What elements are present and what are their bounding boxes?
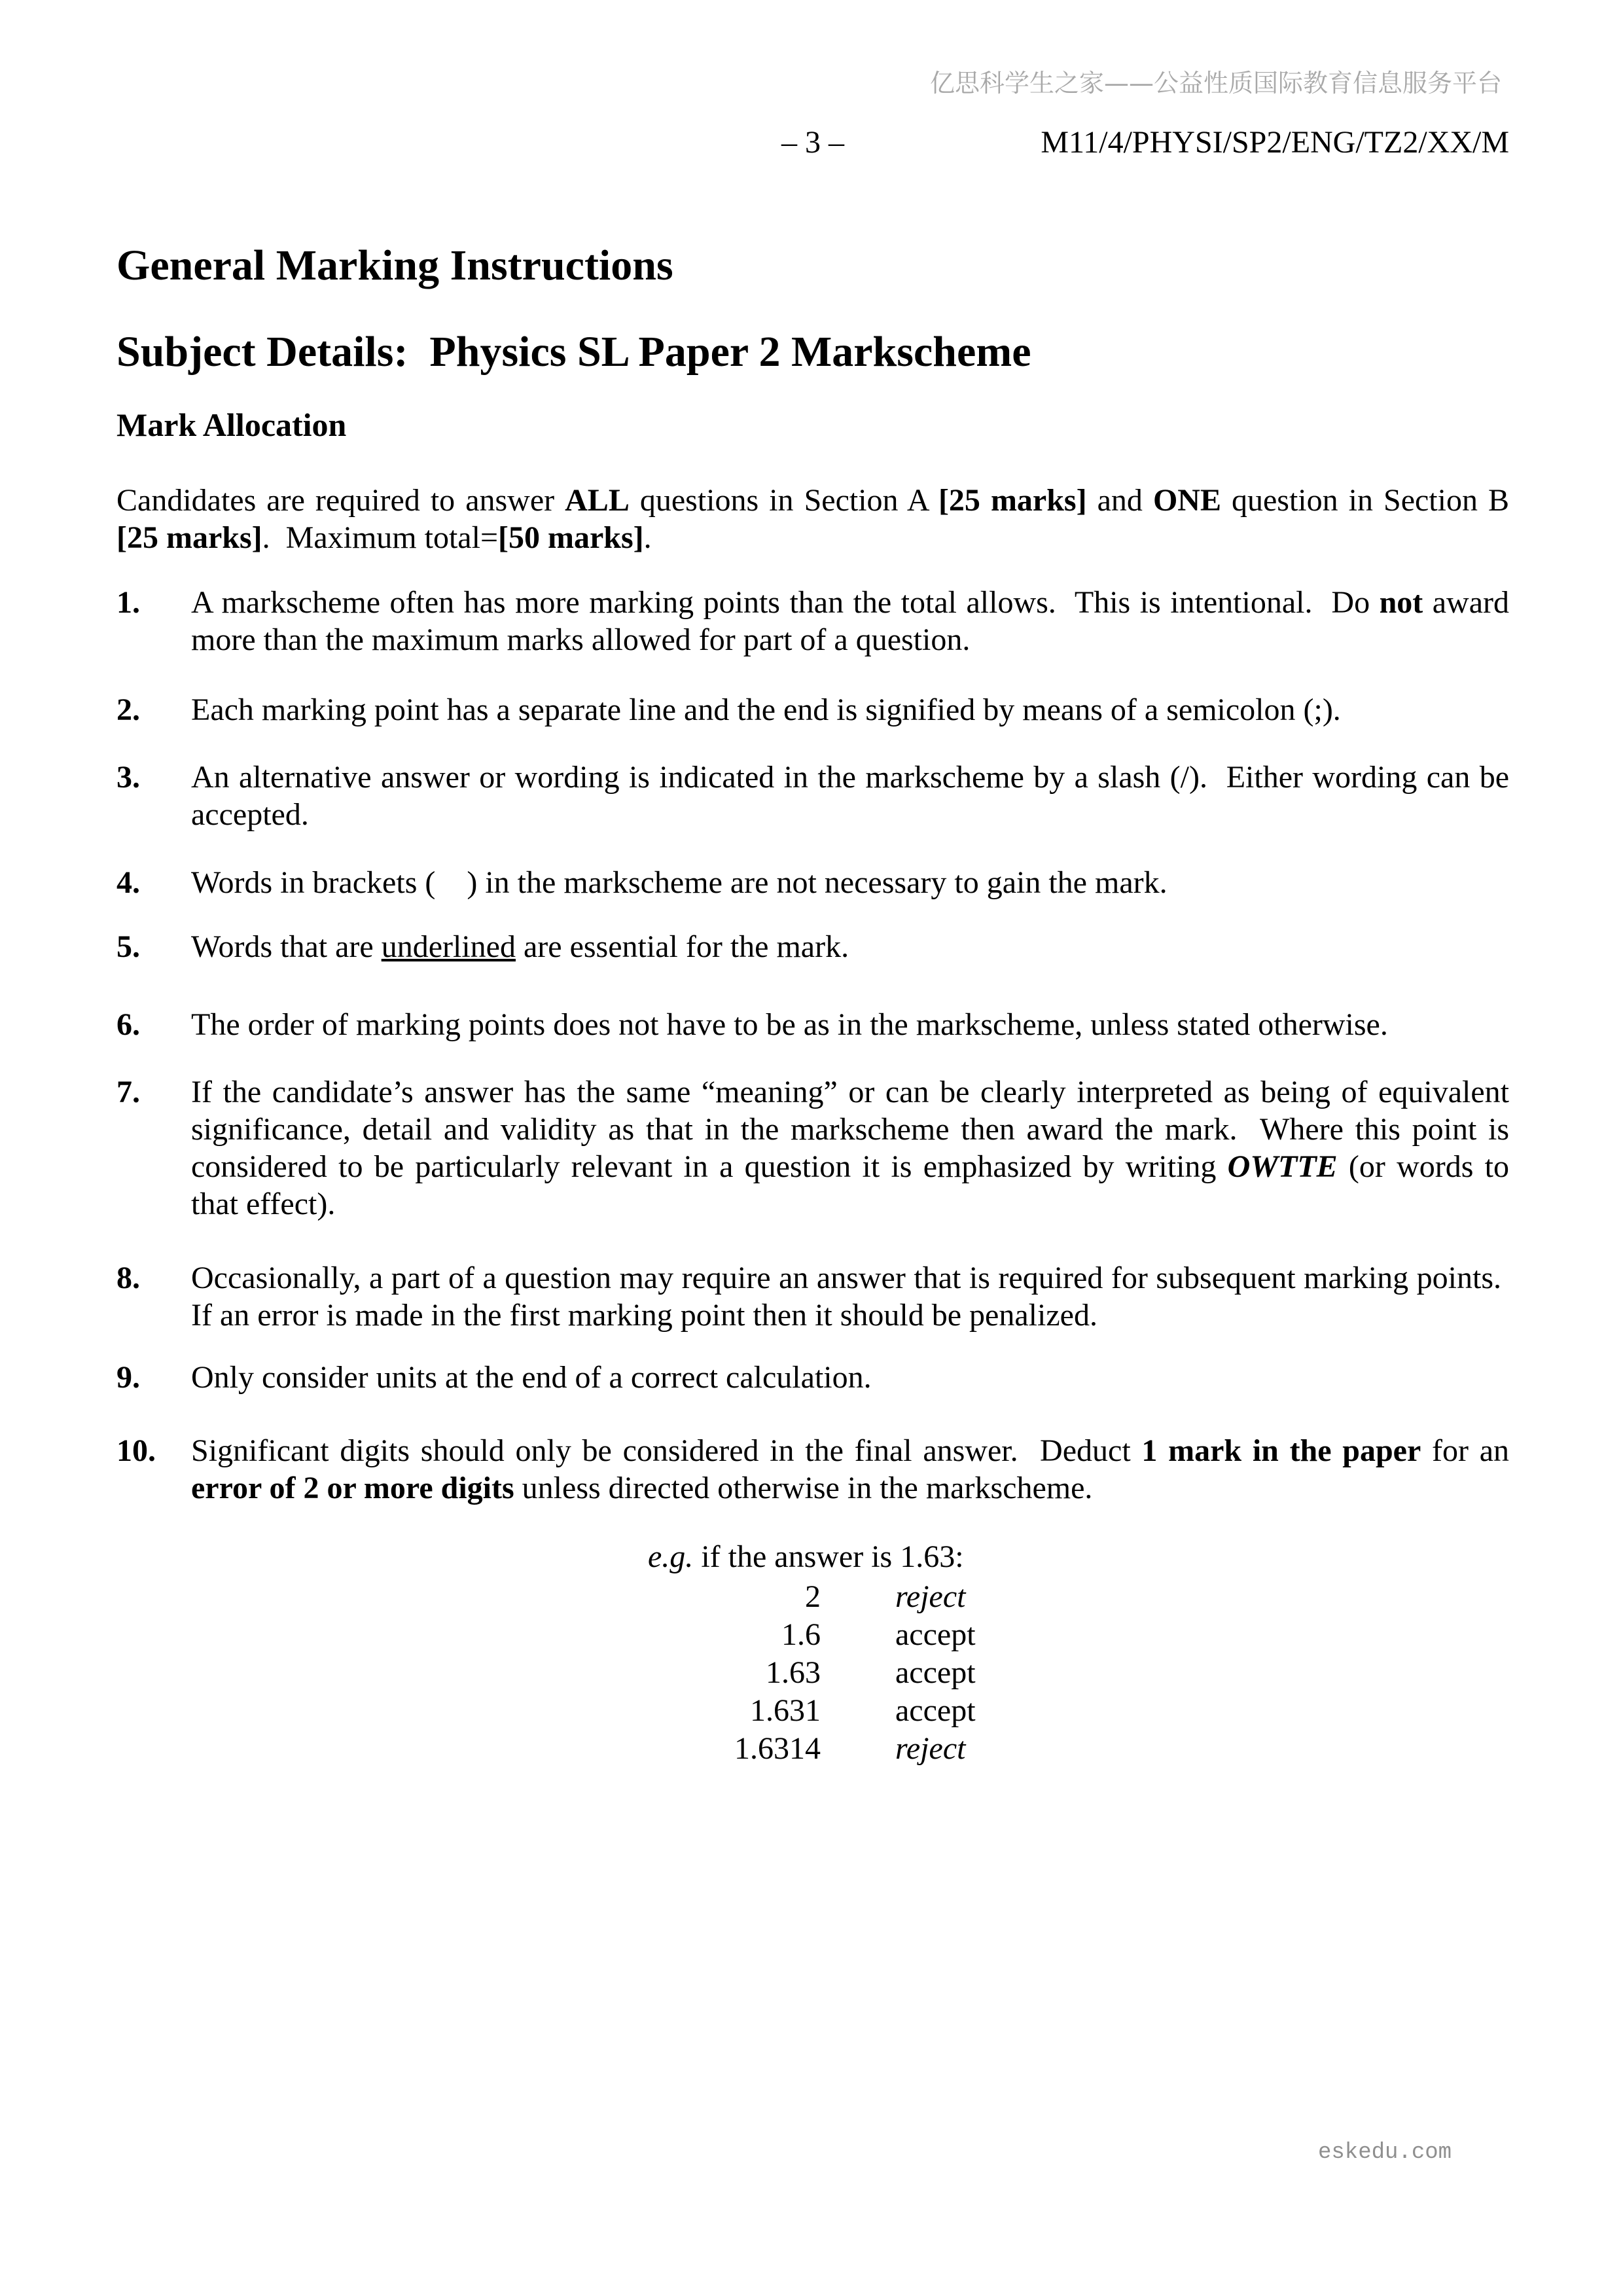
text-segment-bold: [50 marks] (498, 520, 644, 555)
item-number: 10. (116, 1433, 156, 1468)
list-item-1 (116, 584, 1509, 658)
subject-details-heading: Subject Details: Physics SL Paper 2 Markscheme (116, 328, 1031, 376)
example-row (116, 1616, 1509, 1654)
item-number: 9. (116, 1360, 140, 1395)
example-row (116, 1730, 1509, 1768)
item-number: 7. (116, 1075, 140, 1109)
answer-value: 1.6 (781, 1617, 821, 1652)
answer-value: 2 (805, 1579, 821, 1614)
text-segment-bold: [25 marks] (938, 483, 1087, 518)
text-segment: Significant digits should only be considered in the final answer. Deduct (191, 1433, 1142, 1468)
text-segment: Only consider units at the end of a correct calculation. (191, 1360, 872, 1395)
list-item-3 (116, 759, 1509, 833)
text-segment: Words in brackets ( ) in the markscheme are not necessary to gain the mark. (191, 865, 1168, 900)
text-segment-bold: error of 2 or more digits (191, 1471, 514, 1505)
list-item-9 (116, 1359, 1509, 1396)
list-item-5 (116, 928, 1509, 965)
item-number: 2. (116, 692, 140, 727)
watermark-text: 亿思科学生之家——公益性质国际教育信息服务平台 (930, 69, 1503, 98)
text-segment-underlined: underlined (381, 929, 516, 964)
example-row (116, 1692, 1509, 1730)
text-segment-bold-italic: OWTTE (1227, 1149, 1338, 1184)
text-segment-bold: ONE (1152, 483, 1221, 518)
text-segment: (or words to that effect). (191, 1149, 1510, 1221)
verdict-label: accept (895, 1655, 976, 1690)
example-table (116, 1578, 1509, 1768)
eg-label: e.g. (648, 1539, 694, 1574)
text-segment: Occasionally, a part of a question may require an answer that is required for subsequent marking points. If an error is made in the first marking point then it should be penalized. (191, 1261, 1509, 1333)
answer-value: 1.6314 (734, 1731, 821, 1766)
text-segment: for an (1421, 1433, 1509, 1468)
text-segment: Each marking point has a separate line and the end is signified by means of a semicolon (;). (191, 692, 1341, 727)
text-segment: and (1086, 483, 1153, 518)
list-item-8 (116, 1259, 1509, 1334)
list-item-7 (116, 1073, 1509, 1223)
site-watermark: eskedu.com (1318, 2140, 1452, 2165)
item-number: 8. (116, 1261, 140, 1295)
text-segment: The order of marking points does not have to be as in the markscheme, unless stated otherwise. (191, 1007, 1388, 1042)
item-number: 6. (116, 1007, 140, 1042)
text-segment-bold: not (1379, 585, 1423, 620)
text-segment-bold: 1 mark in the paper (1141, 1433, 1421, 1468)
page-header (116, 124, 1509, 163)
example-row (116, 1654, 1509, 1692)
text-segment: unless directed otherwise in the markscheme. (514, 1471, 1093, 1505)
text-segment: . (643, 520, 652, 555)
item-number: 4. (116, 865, 140, 900)
text-segment: A markscheme often has more marking points than the total allows. This is intentional. Do (191, 585, 1380, 620)
item-number: 1. (116, 585, 140, 620)
example-row (116, 1578, 1509, 1616)
text-segment: question in Section B (1221, 483, 1509, 518)
text-segment: award more than the maximum marks allowed for part of a question. (191, 585, 1509, 657)
verdict-label: accept (895, 1693, 976, 1728)
text-segment: Words that are (191, 929, 382, 964)
text-segment: are essential for the mark. (515, 929, 849, 964)
text-segment: . Maximum total= (262, 520, 499, 555)
example-heading (648, 1538, 964, 1575)
item-number: 5. (116, 929, 140, 964)
page-title: General Marking Instructions (116, 242, 673, 289)
answer-value: 1.631 (750, 1693, 821, 1728)
verdict-label: reject (895, 1579, 966, 1614)
answer-value: 1.63 (766, 1655, 821, 1690)
text-segment-bold: ALL (565, 483, 630, 518)
text-segment: If the candidate’s answer has the same “meaning” or can be clearly interpreted as being of equivalent significance, detail and validity as that in the markscheme then award the mark. Where this point is considered to be particularly relevant in a question it is emphasized by writing (191, 1075, 1509, 1184)
verdict-label: accept (895, 1617, 976, 1652)
list-item-2 (116, 691, 1509, 728)
item-number: 3. (116, 760, 140, 795)
text-segment: Candidates are required to answer (116, 483, 565, 518)
list-item-10 (116, 1432, 1509, 1507)
text-segment-bold: [25 marks] (116, 520, 262, 555)
eg-text: if the answer is 1.63: (693, 1539, 964, 1574)
list-item-6 (116, 1006, 1509, 1043)
list-item-4 (116, 864, 1509, 901)
verdict-label: reject (895, 1731, 966, 1766)
text-segment: questions in Section A (629, 483, 938, 518)
text-segment: An alternative answer or wording is indicated in the markscheme by a slash (/). Either wording can be accepted. (191, 760, 1509, 832)
mark-allocation-heading: Mark Allocation (116, 406, 347, 443)
document-code: M11/4/PHYSI/SP2/ENG/TZ2/XX/M (1041, 125, 1509, 160)
page-number: – 3 – (781, 125, 844, 160)
intro-paragraph (116, 482, 1509, 556)
